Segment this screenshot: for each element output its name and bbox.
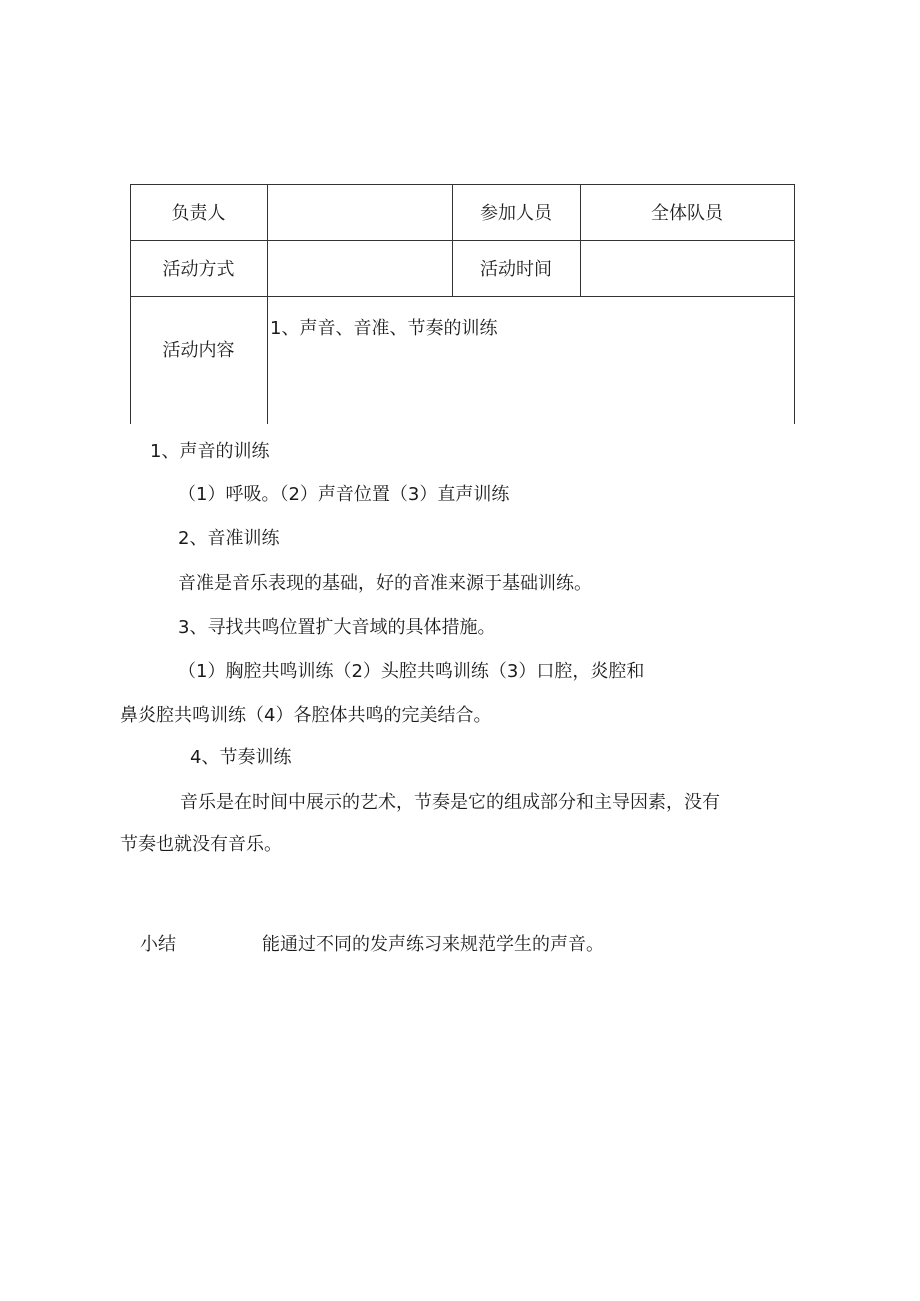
section-2-heading: 2、音准训练: [178, 528, 280, 549]
section-1-items: （1）呼吸。（2）声音位置（3）直声训练: [178, 484, 510, 505]
section-4-text-line-1: 音乐是在时间中展示的艺术，节奏是它的组成部分和主导因素，没有: [180, 792, 720, 813]
section-4-text-line-2: 节奏也就没有音乐。: [120, 834, 282, 855]
label-activity-method: 活动方式: [162, 259, 235, 280]
value-participants: 全体队员: [651, 203, 723, 224]
label-activity-content: 活动内容: [162, 340, 235, 361]
section-3-items-line-1: （1）胸腔共鸣训练（2）头腔共鸣训练（3）口腔，炎腔和: [178, 661, 645, 682]
section-2-text: 音准是音乐表现的基础，好的音准来源于基础训练。: [178, 573, 592, 594]
section-3-heading: 3、寻找共鸣位置扩大音域的具体措施。: [178, 617, 496, 638]
section-3-items-line-2: 鼻炎腔共鸣训练（4）各腔体共鸣的完美结合。: [120, 705, 492, 726]
label-activity-time: 活动时间: [480, 259, 552, 280]
summary-label: 小结: [140, 934, 176, 955]
activity-table: [130, 184, 795, 424]
value-activity-time: [580, 240, 794, 296]
table-border-right: [794, 184, 795, 424]
section-4-heading: 4、节奏训练: [190, 747, 292, 768]
value-activity-method: [267, 240, 452, 296]
label-responsible-person: 负责人: [171, 203, 226, 224]
summary-text: 能通过不同的发声练习来规范学生的声音。: [262, 934, 604, 955]
value-responsible-person: [267, 184, 452, 240]
section-1-heading: 1、声音的训练: [150, 441, 270, 462]
label-participants: 参加人员: [480, 203, 552, 224]
value-activity-content: 1、声音、音准、节奏的训练: [270, 318, 498, 339]
